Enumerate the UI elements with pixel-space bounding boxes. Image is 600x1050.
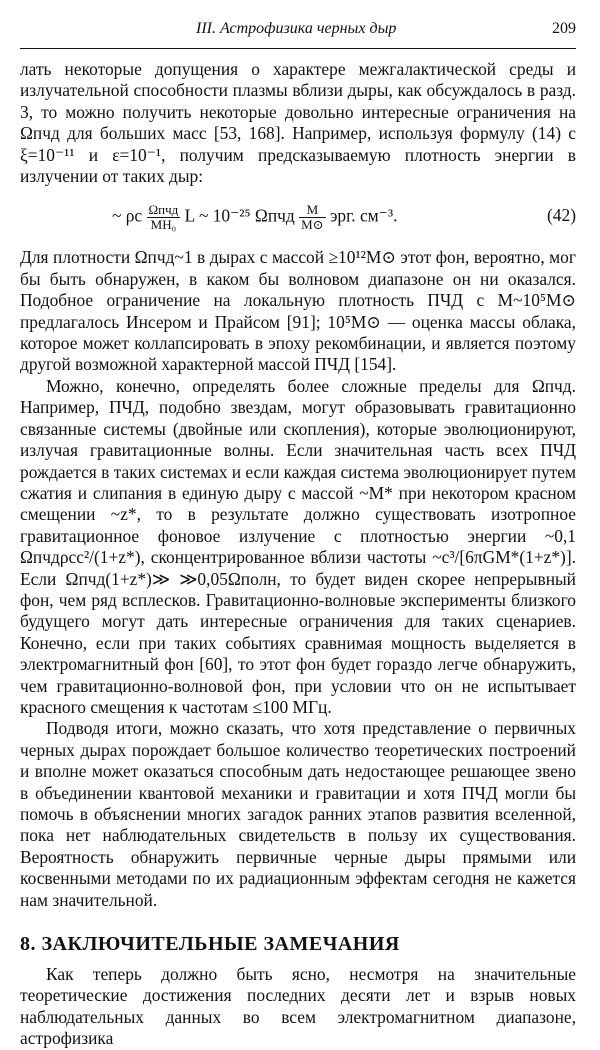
paragraph-2: Для плотности Ωпчд~1 в дырах с массой ≥10¹²M⊙ этот фон, вероятно, мог бы быть обнаружен, в каком бы волновом диапазоне он ни оказался. Подобное ограничение на локальную плотность ПЧД с M~10⁵M⊙ предлагалось Инсером и Прайсом [91]; 10⁵M⊙ — оценка массы облака, которое может коллапсировать в эпоху рекомбинации, и является поэтому другой возможной характерной массой ПЧД [154]. bbox=[20, 247, 576, 375]
paragraph-4: Подводя итоги, можно сказать, что хотя представление о первичных черных дырах порождает большое количество теоретических построений и вполне может оказаться способным дать недостающее решающее звено в объединении квантовой механики и гравитации и хотя ПЧД могли бы помочь в объяснении многих загадок ранних этапов развития вселенной, пока нет наблюдательных свидетельств в пользу их существования. Вероятность обнаружить первичные черные дыры прямыми или косвенными методами по их радиационным эффектам сегодня не кажется нам значительной. bbox=[20, 718, 576, 910]
equation-lead: ~ ρc bbox=[112, 205, 143, 226]
page-body bbox=[20, 59, 576, 1050]
equation-expression bbox=[112, 203, 397, 232]
equation-number: (42) bbox=[547, 205, 576, 226]
running-header bbox=[20, 14, 576, 49]
fraction-1-numerator: Ωпчд bbox=[148, 202, 179, 218]
fraction-1-denominator: MH₀ bbox=[150, 217, 177, 233]
fraction-1 bbox=[147, 203, 181, 232]
fraction-2 bbox=[299, 203, 325, 232]
paragraph-3: Можно, конечно, определять более сложные пределы для Ωпчд. Например, ПЧД, подобно звездам, могут образовывать гравитационно связанные системы (двойные или скопления), которые эволюционируют, излучая гравитационные волны. Если значительная часть всех ПЧД рождается в таких системах и если каждая система эволюционирует путем сжатия и слипания в единую дыру с массой ~M* при некотором красном смещении ~z*, то в результате должно существовать изотропное гравитационное фоновое излучение с плотностью энергии ~0,1 Ωпчдρcc²/(1+z*), сконцентрированное вблизи частоты ~c³/[6πGM*(1+z*)]. Если Ωпчд(1+z*)≫ ≫0,05Ωполн, то будет виден скорее непрерывный фон, чем ряд всплесков. Гравитационно-волновые эксперименты близкого будущего могут дать интересные ограничения для таких сценариев. Конечно, если при таких событиях сравнимая мощность выделяется в электромагнитный фон [60], то этот фон будет гораздо легче обнаружить, чем гравитационно-волновой фон, при условии что он не испытывает красного смещения к частотам ≤100 МГц. bbox=[20, 375, 576, 717]
page bbox=[0, 14, 600, 1049]
running-title: III. Астрофизика черных дыр bbox=[196, 20, 397, 37]
section-heading: 8. ЗАКЛЮЧИТЕЛЬНЫЕ ЗАМЕЧАНИЯ bbox=[20, 933, 400, 956]
paragraph-5: Как теперь должно быть ясно, несмотря на значительные теоретические достижения последних десяти лет и взрыв новых наблюдательных данных во всем электромагнитном диапазоне, астрофизика bbox=[20, 964, 576, 1049]
page-number: 209 bbox=[552, 20, 576, 37]
fraction-2-numerator: M bbox=[299, 203, 325, 218]
fraction-2-denominator: M⊙ bbox=[301, 217, 324, 233]
paragraph-1: лать некоторые допущения о характере межгалактической среды и излучательной способности плазмы вблизи дыры, как обсуждалось в разд. 3, то можно получить некоторые довольно интересные ограничения на Ωпчд для больших масс [53, 168]. Например, используя формулу (14) с ξ=10⁻¹¹ и ε=10⁻¹, получим предсказываемую плотность энергии в излучении от таких дыр: bbox=[20, 59, 576, 187]
equation-42 bbox=[20, 191, 576, 243]
equation-middle: L ~ 10⁻²⁵ Ωпчд bbox=[184, 205, 295, 226]
equation-units: эрг. см⁻³. bbox=[329, 205, 398, 226]
